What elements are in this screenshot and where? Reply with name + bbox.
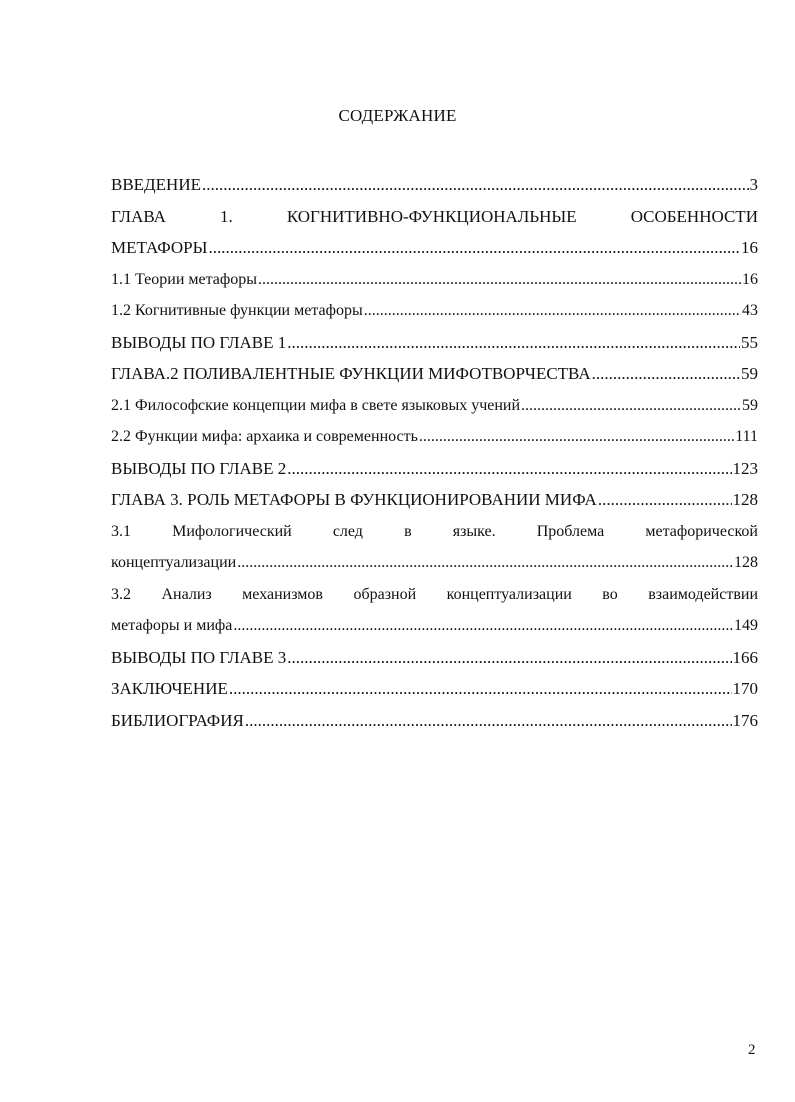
toc-entry-text: 1.2 Когнитивные функции метафоры: [111, 302, 363, 319]
toc-entry-section-3-1-line2: [111, 547, 758, 579]
toc-entry-chapter1-line2: [111, 232, 758, 264]
toc-entry-conclusions-3: [111, 642, 758, 674]
toc-word: ГЛАВА: [111, 206, 166, 226]
page-number: 2: [748, 1042, 756, 1058]
toc-entry-bibliography: [111, 705, 758, 737]
dot-leader: [202, 169, 749, 201]
dot-leader: [233, 610, 733, 642]
toc-entry-text: ВЫВОДЫ ПО ГЛАВЕ 3: [111, 647, 287, 667]
toc-entry-text: 2.2 Функции мифа: архаика и современность: [111, 428, 418, 445]
toc-entry-text: ГЛАВА 3. РОЛЬ МЕТАФОРЫ В ФУНКЦИОНИРОВАНИИ МИФА: [111, 490, 597, 509]
toc-entry-text: ВЫВОДЫ ПО ГЛАВЕ 1: [111, 332, 287, 352]
toc-word: взаимодействии: [648, 585, 758, 603]
toc-entry-text: 2.1 Философские концепции мифа в свете языковых учений: [111, 396, 521, 414]
toc-word: в: [404, 522, 412, 540]
toc-entry-conclusion: [111, 673, 758, 705]
toc-word: 1.: [220, 206, 233, 226]
toc-entry-section-2-2: [111, 421, 758, 453]
toc-entry-page: 3: [749, 175, 758, 194]
dot-leader: [237, 547, 733, 579]
toc-entry-section-1-2: [111, 295, 758, 327]
toc-entry-section-3-1-line1: [111, 516, 758, 548]
dot-leader: [287, 642, 731, 674]
toc-entry-text: концептуализации: [111, 554, 237, 571]
toc-entry-page: 128: [734, 554, 758, 571]
toc-entry-chapter3: [111, 484, 758, 516]
toc-word: образной: [353, 585, 417, 603]
toc-entry-intro: [111, 169, 758, 201]
toc-entry-page: 170: [732, 679, 758, 698]
toc-entry-text: ЗАКЛЮЧЕНИЕ: [111, 679, 228, 698]
toc-entry-page: 176: [732, 710, 758, 730]
toc-entry-page: 16: [742, 270, 758, 288]
toc-entry-section-2-1: [111, 390, 758, 422]
toc-word: концептуализации: [446, 585, 572, 603]
toc-entry-page: 166: [732, 647, 758, 667]
toc-word: КОГНИТИВНО-ФУНКЦИОНАЛЬНЫЕ: [286, 206, 577, 226]
toc-entry-section-3-2-line1: [111, 579, 758, 611]
dot-leader: [208, 232, 740, 264]
toc-word: механизмов: [242, 585, 323, 603]
dot-leader: [258, 264, 741, 296]
toc-word: 3.2: [111, 585, 131, 603]
table-of-contents: [111, 169, 758, 736]
toc-entry-page: 149: [734, 617, 758, 634]
page-title: СОДЕРЖАНИЕ: [338, 106, 457, 125]
dot-leader: [598, 484, 732, 516]
toc-entry-text: ГЛАВА.2 ПОЛИВАЛЕНТНЫЕ ФУНКЦИИ МИФОТВОРЧЕСТВА: [111, 364, 591, 383]
toc-entry-text: БИБЛИОГРАФИЯ: [111, 710, 244, 730]
toc-entry-page: 43: [742, 302, 758, 319]
dot-leader: [521, 390, 741, 422]
toc-entry-text: ВЫВОДЫ ПО ГЛАВЕ 2: [111, 458, 287, 478]
dot-leader: [229, 673, 732, 705]
toc-entry-chapter1-line1: [111, 201, 758, 233]
toc-word: Проблема: [536, 522, 605, 540]
toc-entry-section-3-2-line2: [111, 610, 758, 642]
toc-entry-section-1-1: [111, 264, 758, 296]
toc-word: Мифологический: [172, 522, 292, 540]
toc-entry-page: 16: [741, 238, 758, 257]
dot-leader: [287, 453, 731, 485]
toc-word: Анализ: [161, 585, 212, 603]
toc-word: метафорической: [645, 522, 758, 540]
dot-leader: [287, 327, 740, 359]
dot-leader: [364, 295, 741, 327]
toc-entry-page: 128: [732, 490, 758, 509]
toc-entry-chapter2: [111, 358, 758, 390]
toc-entry-page: 59: [742, 396, 758, 414]
toc-entry-page: 55: [741, 332, 758, 352]
dot-leader: [592, 358, 740, 390]
toc-word: языке.: [452, 522, 496, 540]
toc-word: во: [602, 585, 618, 603]
toc-entry-text: ВВЕДЕНИЕ: [111, 175, 201, 194]
toc-word: ОСОБЕННОСТИ: [630, 206, 758, 226]
toc-entry-page: 59: [741, 364, 758, 383]
toc-entry-text: 1.1 Теории метафоры: [111, 270, 258, 288]
toc-entry-text: МЕТАФОРЫ: [111, 238, 208, 257]
toc-entry-conclusions-1: [111, 327, 758, 359]
dot-leader: [419, 421, 734, 453]
dot-leader: [245, 705, 732, 737]
toc-word: 3.1: [111, 522, 131, 540]
toc-entry-text: метафоры и мифа: [111, 617, 233, 634]
toc-entry-page: 123: [732, 458, 758, 478]
toc-entry-page: 111: [735, 428, 758, 445]
toc-word: след: [332, 522, 363, 540]
toc-entry-conclusions-2: [111, 453, 758, 485]
